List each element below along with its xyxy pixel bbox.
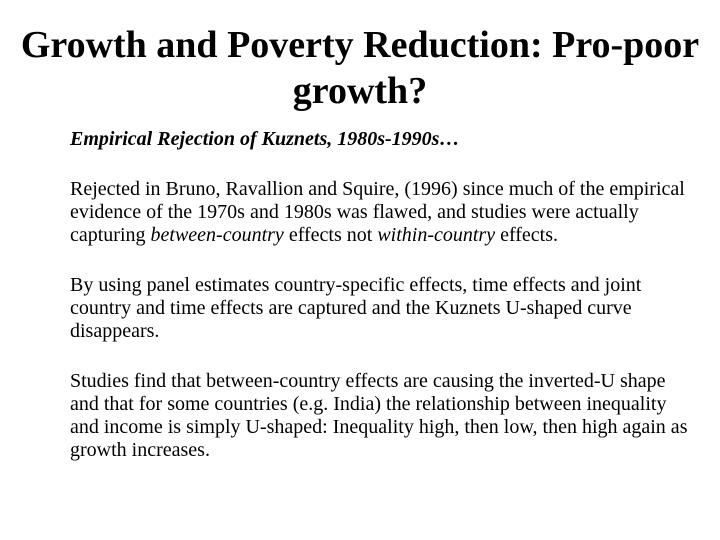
emphasis-within-country: within-country: [377, 224, 496, 246]
emphasis-between-country: between-country: [150, 224, 284, 246]
paragraph-studies: Studies find that between-country effects are causing the inverted-U shape and that for some countries (e.g. India) the relationship between inequality and income is simply U-shaped: Inequality high, then low, then high again as growth increases.: [70, 370, 688, 461]
paragraph-rejection: [70, 178, 690, 247]
paragraph-rejection-text-1: Rejected in Bruno, Ravallion and Squire, (1996) since much of the empirical evidence of the 1970s and 1980s was flawed, and studies were actually capturing: [70, 178, 685, 246]
slide-title: Growth and Poverty Reduction: Pro-poor growth?: [20, 24, 700, 112]
section-subtitle: Empirical Rejection of Kuznets, 1980s-1990s…: [70, 128, 460, 150]
paragraph-rejection-text-3: effects.: [495, 224, 559, 246]
slide-content: [70, 128, 690, 462]
paragraph-panel-estimates: By using panel estimates country-specific effects, time effects and joint country and time effects are captured and the Kuznets U-shaped curve disappears.: [70, 274, 642, 342]
paragraph-rejection-text-2: effects not: [283, 224, 378, 246]
